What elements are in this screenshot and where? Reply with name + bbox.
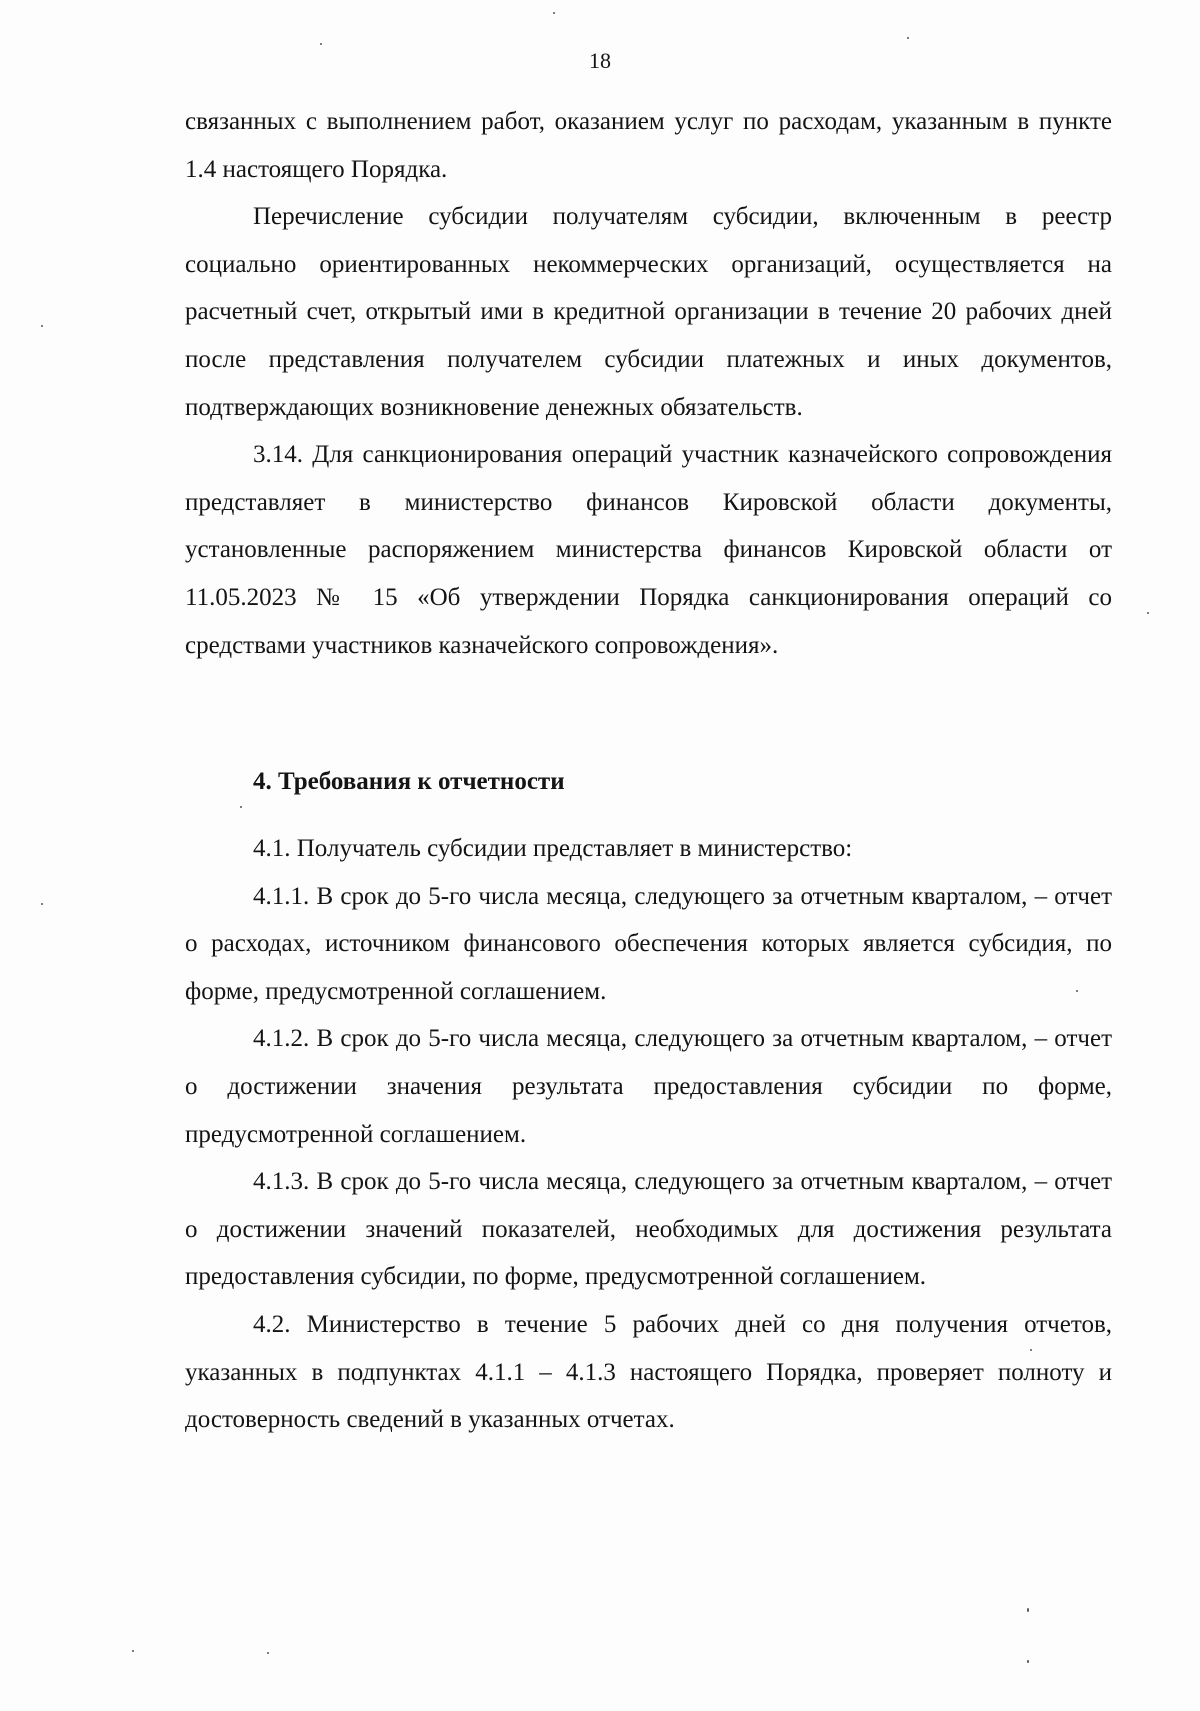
section-4-body [185,825,1112,1444]
paragraph-subsidy-transfer: Перечисление субсидии получателям субсидии, включенным в реестр социально ориентированных некоммерческих организаций, осуществляется на расчетный счет, открытый ими в кредитной организации в течение 20 рабочих дней после представления получателем субсидии платежных и иных документов, подтверждающих возникновение денежных обязательств. [185,203,1112,421]
paragraph-4-1-1: 4.1.1. В срок до 5-го числа месяца, следующего за отчетным кварталом, – отчет о расходах, источником финансового обеспечения которых является субсидия, по форме, предусмотренной соглашением. [185,882,1112,1005]
page-number: 18 [589,48,611,73]
paragraph-continuation: связанных с выполнением работ, оказанием услуг по расходам, указанным в пункте 1.4 настоящего Порядка. [185,108,1112,183]
paragraph-4-1-3: 4.1.3. В срок до 5-го числа месяца, следующего за отчетным кварталом, – отчет о достижении значений показателей, необходимых для достижения результата предоставления субсидии, по форме, предусмотренной соглашением. [185,1168,1112,1291]
paragraph-4-1: 4.1. Получатель субсидии представляет в министерство: [253,835,853,862]
scan-speck [907,37,909,39]
section-4-heading: 4. Требования к отчетности [253,768,565,795]
scan-speck [1147,612,1149,614]
scan-speck [41,325,43,327]
scan-speck [1076,990,1078,992]
scan-speck [132,1650,134,1652]
scan-speck [1027,1608,1029,1612]
scan-speck [240,806,242,808]
scan-speck [1027,1660,1029,1663]
section-3-body [185,98,1112,669]
paragraph-4-2: 4.2. Министерство в течение 5 рабочих дней со дня получения отчетов, указанных в подпунктах 4.1.1 – 4.1.3 настоящего Порядка, проверяет полноту и достоверность сведений в указанных отчетах. [185,1310,1112,1434]
scan-speck [41,903,43,905]
scan-speck [553,12,555,14]
scan-speck [1030,1349,1032,1351]
paragraph-3-14: 3.14. Для санкционирования операций участник казначейского сопровождения представляет в министерство финансов Кировской области документы, установленные распоряжением министерства финансов Кировской области от 11.05.2023 № 15 «Об утверждении Порядка санкционирования операций со средствами участников казначейского сопровождения». [185,441,1112,659]
paragraph-4-1-2: 4.1.2. В срок до 5-го числа месяца, следующего за отчетным кварталом, – отчет о достижении значения результата предоставления субсидии по форме, предусмотренной соглашением. [185,1025,1112,1148]
scan-speck [320,43,322,45]
scan-speck [267,1652,269,1654]
